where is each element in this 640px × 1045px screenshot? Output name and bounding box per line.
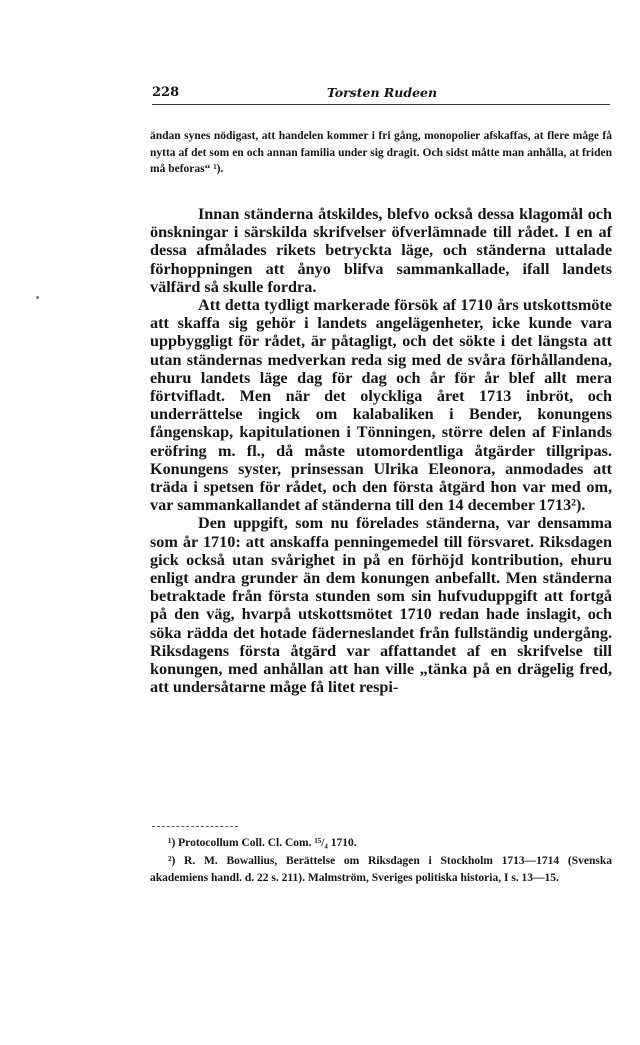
paragraph: Att detta tydligt markerade försök af 1710 års utskottsmöte att skaffa sig gehör i landets angelägenheter, icke kunde vara uppbyggligt för rådet, är påtagligt, och det sökte i det längsta att utan ständernas medverkan reda sig med de svåra förhållandena, ehuru landets läge dag för dag och år för år blef allt mera förtvifladt. Men när det olyckliga året 1713 inbröt, och underrättelse ingick om kalabaliken i Bender, konungens fångenskap, kapitulationen i Tönningen, större delen af Finlands eröfring m. fl., då måste utomordentliga åtgärder tillgripas. Konungens syster, prinsessan Ulrika Eleonora, anmodades att träda i spetsen för rådet, och den första åtgärd hon var med om, var sammankallandet af ständerna till den 14 december 1713²). (150, 296, 612, 515)
running-head: Torsten Rudeen (326, 85, 438, 100)
footnote: ¹) Protocollum Coll. Cl. Com. ¹⁵/₄ 1710. (168, 837, 357, 849)
body-text (150, 205, 612, 696)
footnote: ²) R. M. Bowallius, Berättelse om Riksdagen i Stockholm 1713—1714 (Svenska akademiens handl. d. 22 s. 211). Malmström, Sveriges politiska historia, I s. 13—15. (150, 854, 612, 884)
footnotes (150, 835, 612, 888)
paragraph: Innan ständerna åtskildes, blefvo också dessa klagomål och önskningar i särskilda skrifvelser öfverlämnade till rådet. I en af dessa afmålades rikets betryckta läge, och ständerna uttalade förhoppningen att ånyo blifva sammankallade, ifall landets välfärd så skulle fordra. (150, 205, 612, 296)
header-rule (152, 104, 610, 105)
page-speck (36, 296, 39, 299)
paragraph: Den uppgift, som nu förelades ständerna, var densamma som år 1710: att anskaffa penningemedel till försvaret. Riksdagen gick också utan svårighet in på en förhöjd kontribution, ehuru enligt andra grunder än dem konungen anbefallt. Men ständerna betraktade från första stunden som sin hufvuduppgift att fortgå på den väg, hvarpå utskottsmötet 1710 redan hade inslagit, och söka rädda det hotade fäderneslandet från fullständig undergång. Riksdagens första åtgärd var affattandet af en skrifvelse till konungen, med anhållan att han ville „tänka på en drägelig fred, att undersåtarne måge få litet respi- (150, 514, 612, 697)
footnote-rule (152, 826, 238, 827)
page-header (152, 84, 612, 102)
page-number: 228 (152, 85, 180, 100)
intro-quote: ändan synes nödigast, att handelen kommer i fri gång, monopolier afskaffas, at flere måge få nytta af det som en och annan familia under sig dragit. Och sidst måtte man anhålla, at friden må beforas“ ¹). (150, 130, 612, 175)
